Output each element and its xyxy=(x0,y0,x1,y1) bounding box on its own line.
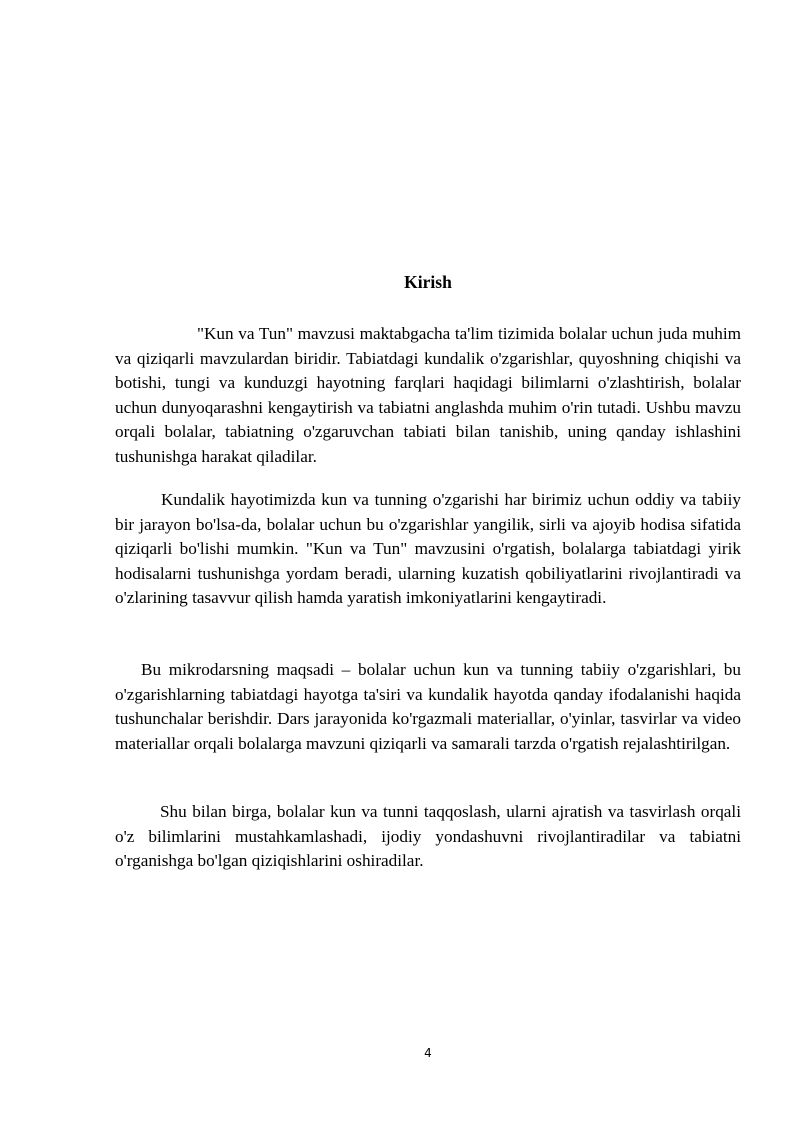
paragraph-1: "Kun va Tun" mavzusi maktabgacha ta'lim tizimida bolalar uchun juda muhim va qiziqarli mavzulardan biridir. Tabiatdagi kundalik o'zgarishlar, quyoshning chiqishi va botishi, tungi va kunduzgi hayotning farqlari haqidagi bilimlarni o'zlashtirish, bolalar uchun dunyoqarashni kengaytirish va tabiatni anglashda muhim o'rin tutadi. Ushbu mavzu orqali bolalar, tabiatning o'zgaruvchan tabiati bilan tanishib, uning qanday ishlashini tushunishga harakat qiladilar. xyxy=(115,324,741,466)
paragraph-3: Bu mikrodarsning maqsadi – bolalar uchun kun va tunning tabiiy o'zgarishlari, bu o'zgarishlarning tabiatdagi hayotga ta'siri va kundalik hayotda qanday ifodalanishi haqida tushunchalar berishdir. Dars jarayonida ko'rgazmali materiallar, o'yinlar, tasvirlar va video materiallar orqali bolalarga mavzuni qiziqarli va samarali tarzda o'rgatish rejalashtirilgan. xyxy=(115,660,741,753)
paragraph-4: Shu bilan birga, bolalar kun va tunni taqqoslash, ularni ajratish va tasvirlash orqali o'z bilimlarini mustahkamlashadi, ijodiy yondashuvni rivojlantiradilar va tabiatni o'rganishga bo'lgan qiziqishlarini oshiradilar. xyxy=(115,802,741,871)
section-heading: Kirish xyxy=(404,272,452,292)
page-number: 4 xyxy=(424,1046,432,1060)
paragraph-2: Kundalik hayotimizda kun va tunning o'zgarishi har birimiz uchun oddiy va tabiiy bir jarayon bo'lsa-da, bolalar uchun bu o'zgarishlar yangilik, sirli va ajoyib hodisa sifatida qiziqarli bo'lishi mumkin. "Kun va Tun" mavzusini o'rgatish, bolalarga tabiatdagi yirik hodisalarni tushunishga yordam beradi, ularning kuzatish qobiliyatlarini rivojlantiradi va o'zlarining tasavvur qilish hamda yaratish imkoniyatlarini kengaytiradi. xyxy=(115,490,741,608)
